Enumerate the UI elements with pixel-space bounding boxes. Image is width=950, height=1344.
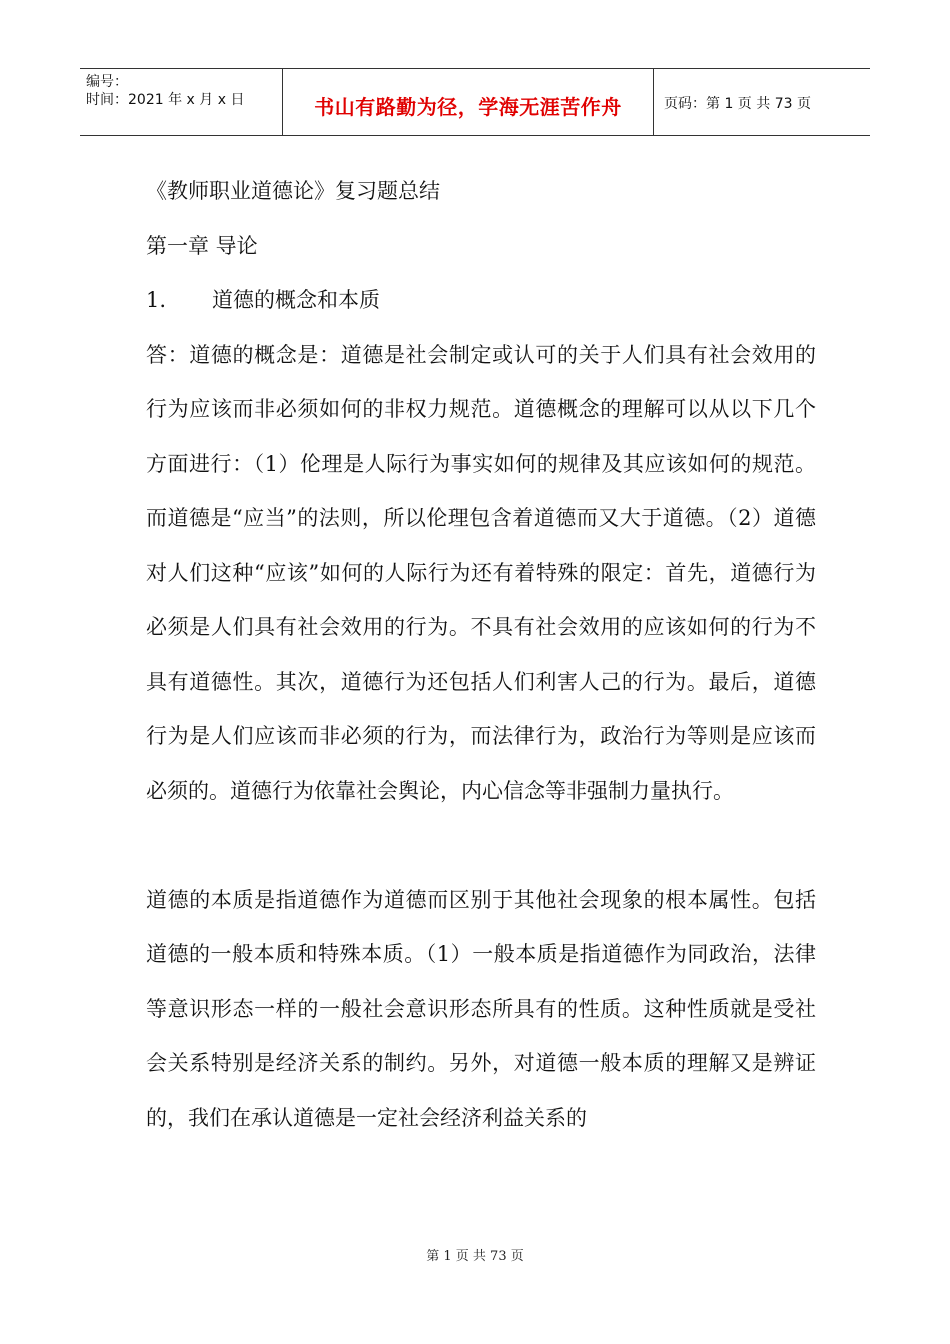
paragraph-essence: 道德的本质是指道德作为道德而区别于其他社会现象的根本属性。包括道德的一般本质和特殊本质。（1）一般本质是指道德作为同政治，法律等意识形态一样的一般社会意识形态所具有的性质。这种性质就是受社会关系特别是经济关系的制约。另外，对道德一般本质的理解又是辨证的，我们在承认道德是一定社会经济利益关系的	[146, 887, 816, 1130]
header-motto: 书山有路勤为径，学海无涯苦作舟	[314, 95, 622, 119]
page-footer: 第 1 页 共 73 页	[426, 1249, 524, 1264]
chapter-heading: 第一章 导论	[146, 233, 258, 258]
header-motto-cell	[282, 69, 654, 135]
document-title: 《教师职业道德论》复习题总结	[146, 179, 440, 203]
header-number-label: 编号：	[86, 74, 128, 90]
item-title: 道德的概念和本质	[212, 288, 380, 312]
document-header	[80, 68, 870, 136]
item-number: 1.	[146, 288, 167, 312]
header-meta	[80, 69, 282, 135]
header-date-label: 时间：2021 年 x 月 x 日	[86, 92, 245, 108]
paragraph-spacer	[146, 818, 816, 873]
paragraph-definition: 答：道德的概念是：道德是社会制定或认可的关于人们具有社会效用的行为应该而非必须如何的非权力规范。道德概念的理解可以从以下几个方面进行：（1）伦理是人际行为事实如何的规律及其应该如何的规范。而道德是“应当”的法则，所以伦理包含着道德而又大于道德。（2）道德对人们这种“应该”如何的人际行为还有着特殊的限定：首先，道德行为必须是人们具有社会效用的行为。不具有社会效用的应该如何的行为不具有道德性。其次，道德行为还包括人们利害人己的行为。最后，道德行为是人们应该而非必须的行为，而法律行为，政治行为等则是应该而必须的。道德行为依靠社会舆论，内心信念等非强制力量执行。	[146, 342, 816, 803]
header-page-info: 页码：第 1 页 共 73 页	[664, 96, 811, 112]
item-heading	[146, 273, 816, 328]
document-body	[146, 164, 816, 1145]
